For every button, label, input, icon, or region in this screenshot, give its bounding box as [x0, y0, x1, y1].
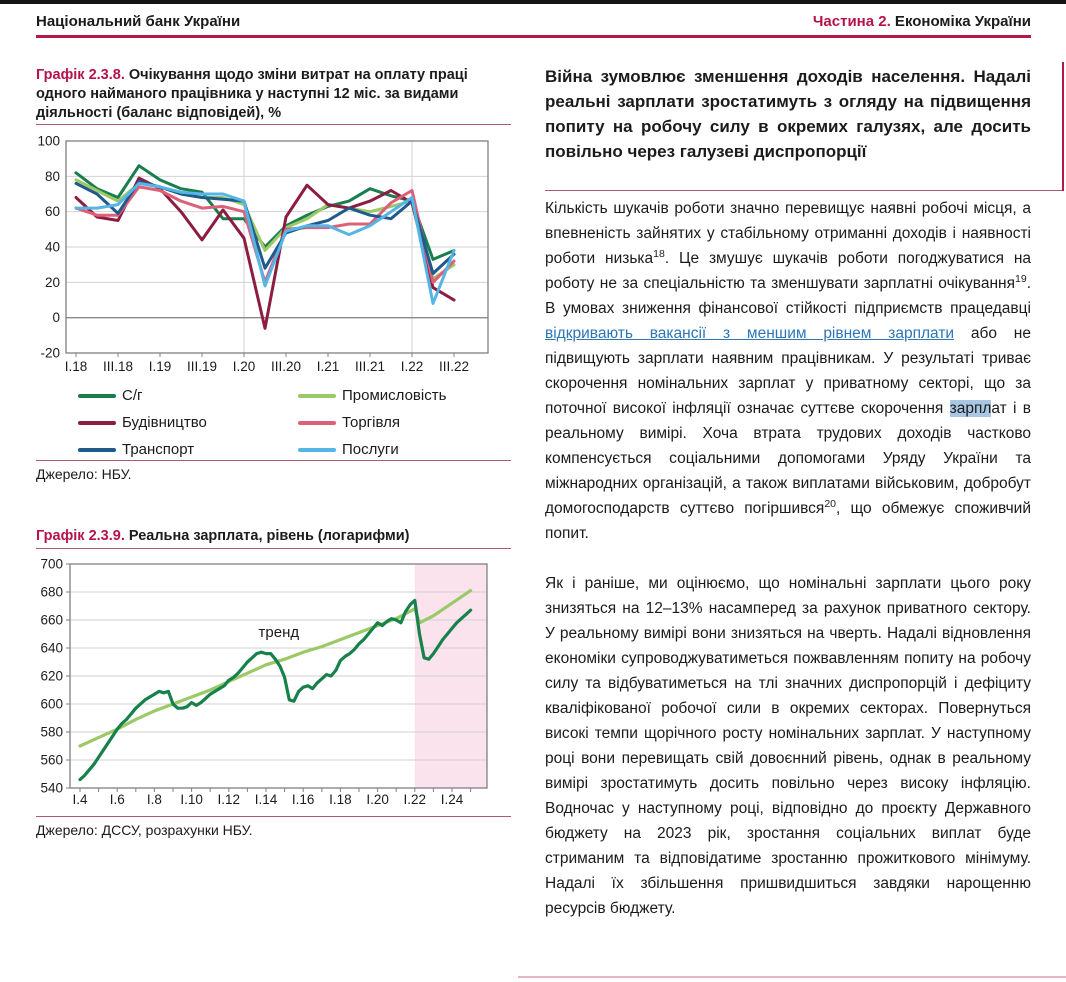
- trend-annotation: тренд: [258, 623, 300, 641]
- x-tick-label: I.10: [180, 792, 203, 807]
- series-line-Послуги: [76, 183, 454, 303]
- legend-label: Послуги: [342, 441, 399, 458]
- y-tick-label: 40: [44, 239, 60, 255]
- article-heading: Війна зумовлює зменшення доходів населення. Надалі реальні зарплати зростатимуть з огляду на підвищення попиту на робочу силу в окремих галузях, але досить повільно через галузеві диспропорції: [545, 67, 1031, 161]
- chart2-caption-rule: [36, 548, 511, 549]
- paragraph-2: Як і раніше, ми оцінюємо, що номінальні зарплати цього року знизяться на 12–13% насамперед за рахунок приватного сектору. У реальному вимірі вони знизяться на чверть. Надалі відновлення економіки супроводжуватиметься пожвавленням попиту на робочу силу та відбуватиметься на тлі значних диспропорцій і дефіциту кваліфікованої робочої сили в окремих секторах. Повернуться високі темпи щорічного росту номінальних зарплат. У наступному році вони перевищать свій довоєнний рівень, однак в реальному вимірі зростатимуть досить повільно через високу інфляцію. Водночас у наступному році, відповідно до проєкту Державного бюджету на 2023 рік, зростання соціальних виплат буде стриманим та відповідатиме зростанню прожиткового мінімуму. Надалі їх збільшення пришвидшиться завдяки нарощенню ресурсів бюджету.: [545, 575, 1031, 917]
- x-tick-label: I.18: [329, 792, 352, 807]
- y-tick-label: -20: [40, 345, 60, 361]
- chart2-caption-text: Реальна зарплата, рівень (логарифми): [124, 528, 410, 544]
- legend-swatch: [298, 421, 336, 425]
- y-tick-label: 620: [40, 668, 63, 684]
- x-tick-label: I.22: [400, 359, 424, 374]
- x-tick-label: III.22: [438, 359, 470, 374]
- legend-label: Торгівля: [342, 414, 400, 431]
- chart1-legend: [78, 386, 468, 459]
- legend-label: Промисловість: [342, 387, 447, 404]
- x-tick-label: I.20: [232, 359, 256, 374]
- x-tick-label: I.14: [254, 792, 278, 807]
- window-top-bar: [0, 0, 1066, 4]
- y-tick-label: 580: [40, 724, 63, 740]
- y-tick-label: 600: [40, 696, 63, 712]
- chart2-source-rule: [36, 816, 511, 817]
- chart2-line-chart: [36, 556, 490, 812]
- x-tick-label: I.19: [148, 359, 172, 374]
- heading-underline: [545, 190, 1064, 191]
- x-tick-label: I.22: [403, 792, 427, 807]
- legend-swatch: [78, 421, 116, 425]
- paragraph-1: Кількість шукачів роботи значно перевищує наявні робочі місця, а впевненість зайнятих у стабільному отриманні доходів і наявності роботи низька$^{18}$. Це змушує шукачів роботи погоджуватися на роботу не за спеціальністю та зменшувати зарплатні очікування$^{19}$. В умовах зниження фінансової стійкості підприємств працедавці відкривають вакансії з меншим рівнем зарплати або не підвищують зарплати наявним працівникам. У результаті триває скорочення номінальних зарплат у приватному секторі, що за поточної високої інфляції означає суттєве скорочення зарплат і в реальному вимірі. Хоча втрата трудових доходів частково компенсується соціальними допомогами Уряду України та міжнародних організацій, а також виплатами військовим, добробут домогосподарств суттєво погіршився$^{20}$, що обмежує споживчий попит.: [545, 200, 1031, 542]
- legend-item-0: [78, 386, 298, 405]
- chart2-caption: [36, 527, 488, 546]
- legend-label: Будівництво: [122, 414, 207, 431]
- y-tick-label: 660: [40, 612, 63, 628]
- y-tick-label: 80: [44, 168, 60, 184]
- series-line-тренд: [80, 591, 471, 746]
- x-tick-label: I.4: [72, 792, 88, 807]
- footnote-ref-19[interactable]: 19: [1015, 272, 1027, 285]
- x-tick-label: I.20: [366, 792, 389, 807]
- heading-change-bar: [1062, 62, 1064, 191]
- chart1-caption-text: Очікування щодо зміни витрат на оплату праці одного найманого працівника у наступні 12 міс. за видами діяльності (баланс відповідей), %: [36, 67, 468, 121]
- legend-swatch: [78, 394, 116, 398]
- article-body: [545, 196, 1031, 946]
- x-tick-label: I.12: [217, 792, 241, 807]
- legend-item-3: [298, 413, 468, 432]
- legend-label: С/г: [122, 387, 143, 404]
- x-tick-label: I.24: [440, 792, 464, 807]
- section-number: Частина 2.: [812, 13, 891, 30]
- legend-item-2: [78, 413, 298, 432]
- y-tick-label: 60: [44, 204, 60, 220]
- x-tick-label: III.21: [354, 359, 386, 374]
- y-tick-label: 700: [40, 556, 63, 572]
- footnote-ref-18[interactable]: 18: [653, 247, 665, 260]
- x-tick-label: III.19: [186, 359, 218, 374]
- x-tick-label: III.20: [270, 359, 302, 374]
- chart1-caption: [36, 66, 488, 123]
- y-tick-label: 0: [52, 310, 60, 326]
- y-tick-label: 540: [40, 780, 63, 796]
- header-rule: [36, 35, 1031, 38]
- y-tick-label: 680: [40, 584, 63, 600]
- page-header-right: [813, 13, 1031, 30]
- page-header-left: Національний банк України: [36, 13, 241, 30]
- highlighted-text: зарпл: [949, 400, 992, 417]
- inline-link[interactable]: відкривають вакансії з меншим рівнем зарплати: [545, 325, 955, 342]
- y-tick-label: 560: [40, 752, 63, 768]
- chart1-caption-number: Графік 2.3.8.: [36, 67, 125, 83]
- chart1-source-rule: [36, 460, 511, 461]
- y-tick-label: 20: [44, 274, 60, 290]
- chart2-source: Джерело: ДССУ, розрахунки НБУ.: [36, 822, 253, 838]
- legend-item-4: [78, 440, 298, 459]
- x-tick-label: I.6: [109, 792, 125, 807]
- footnote-separator-rule: [518, 976, 1066, 978]
- y-tick-label: 640: [40, 640, 63, 656]
- legend-item-1: [298, 386, 468, 405]
- chart1-line-chart: [36, 132, 490, 384]
- legend-swatch: [78, 448, 116, 452]
- x-tick-label: I.16: [291, 792, 315, 807]
- x-tick-label: I.18: [64, 359, 88, 374]
- x-tick-label: I.8: [146, 792, 162, 807]
- legend-swatch: [298, 448, 336, 452]
- footnote-ref-20[interactable]: 20: [824, 497, 836, 510]
- chart1-source: Джерело: НБУ.: [36, 466, 132, 482]
- x-tick-label: III.18: [102, 359, 134, 374]
- x-tick-label: I.21: [316, 359, 340, 374]
- legend-label: Транспорт: [122, 441, 195, 458]
- section-title: Економіка України: [890, 13, 1031, 30]
- legend-swatch: [298, 394, 336, 398]
- chart2-caption-number: Графік 2.3.9.: [36, 528, 125, 544]
- chart1-caption-rule: [36, 124, 511, 125]
- legend-item-5: [298, 440, 468, 459]
- y-tick-label: 100: [37, 133, 60, 149]
